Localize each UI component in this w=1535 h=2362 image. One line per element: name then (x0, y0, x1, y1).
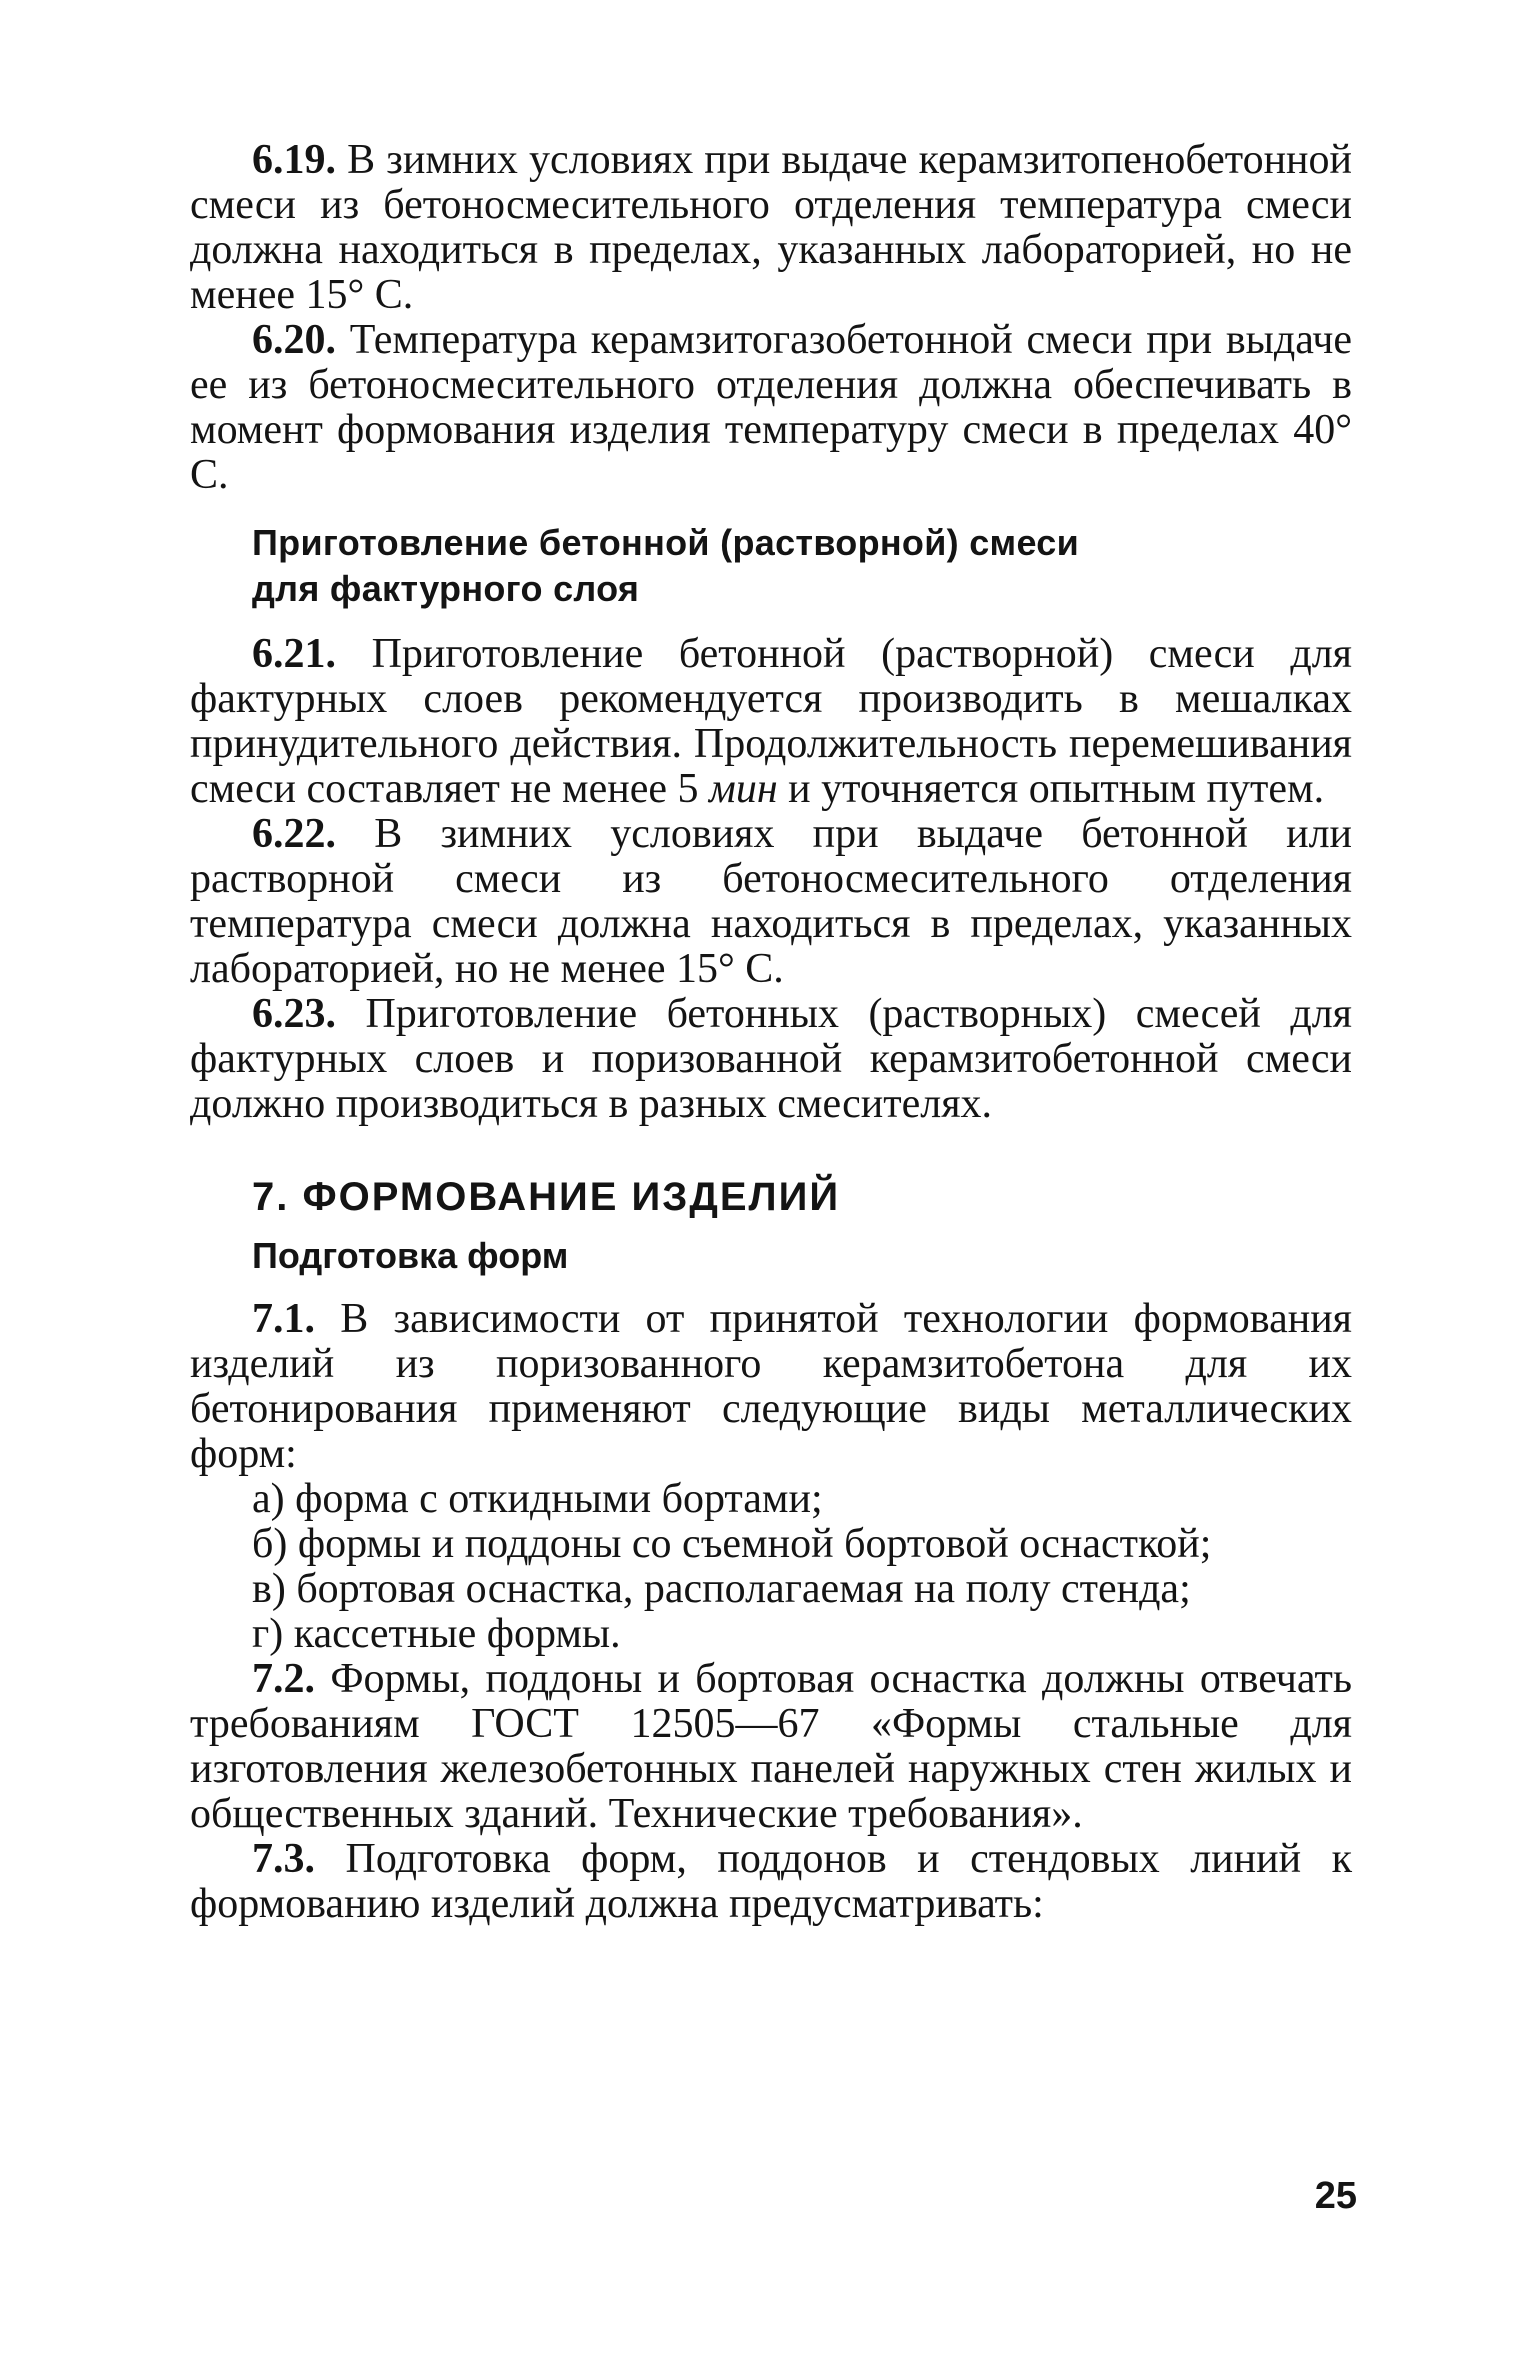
clause-text: Формы, поддоны и бортовая оснастка должны отвечать требованиям ГОСТ 12505—67 «Формы стальные для изготовления железобетонных панелей наружных стен жилых и общественных зданий. Технические требования». (190, 1656, 1352, 1837)
list-item: б) формы и поддоны со съемной бортовой оснасткой; (252, 1521, 1212, 1567)
clause-text-end: и уточняется опытным путем. (777, 766, 1325, 812)
clause-text: В зависимости от принятой технологии формования изделий из поризованного керамзитобетона для их бетонирования применяют следующие виды металлических форм: (190, 1296, 1352, 1477)
paragraph-6-20 (190, 318, 1352, 498)
paragraph-6-23 (190, 992, 1352, 1127)
clause-number: 6.22. (252, 811, 336, 857)
clause-number: 6.19. (252, 137, 336, 183)
clause-number: 6.20. (252, 317, 336, 363)
paragraph-7-1 (190, 1297, 1352, 1477)
list-item: а) форма с откидными бортами; (252, 1476, 823, 1522)
clause-text: Подготовка форм, поддонов и стендовых линий к формованию изделий должна предусматривать: (190, 1836, 1352, 1927)
clause-number: 6.23. (252, 991, 336, 1037)
subheading-line-1: Приготовление бетонной (растворной) смеси (252, 522, 1080, 563)
unit-minutes: мин (709, 766, 778, 812)
clause-text: В зимних условиях при выдаче керамзитопенобетонной смеси из бетоносмесительного отделения температура смеси должна находиться в пределах, указанных лабораторией, но не менее 15° С. (190, 137, 1353, 318)
list-item: г) кассетные формы. (252, 1611, 621, 1657)
page-number: 25 (1314, 2175, 1357, 2217)
paragraph-7-2 (190, 1657, 1352, 1837)
document-page (190, 138, 1352, 1927)
clause-text: Температура керамзитогазобетонной смеси при выдаче ее из бетоносмесительного отделения должна обеспечивать в момент формования изделия температуру смеси в пределах 40° С. (190, 317, 1352, 498)
clause-number: 6.21. (252, 631, 336, 677)
section-title: 7. ФОРМОВАНИЕ ИЗДЕЛИЙ (252, 1175, 841, 1219)
clause-number: 7.3. (252, 1836, 315, 1882)
clause-text: В зимних условиях при выдаче бетонной или растворной смеси из бетоносмесительного отделения температура смеси должна находиться в пределах, указанных лабораторией, но не менее 15° С. (190, 811, 1352, 992)
clause-text: Приготовление бетонной (растворной) смеси для фактурных слоев рекомендуется производить в мешалках принудительного действия. Продолжительность перемешивания смеси составляет не менее 5 (190, 631, 1352, 812)
clause-text: Приготовление бетонных (растворных) смесей для фактурных слоев и поризованной керамзитобетонной смеси должно производиться в разных смесителях. (190, 991, 1352, 1127)
paragraph-6-22 (190, 812, 1352, 992)
list-item: в) бортовая оснастка, располагаемая на полу стенда; (252, 1566, 1191, 1612)
subheading-facing-layer-mix (252, 520, 1352, 612)
paragraph-6-19 (190, 138, 1352, 318)
paragraph-6-21 (190, 632, 1352, 812)
clause-number: 7.1. (252, 1296, 315, 1342)
subheading-line-2: для фактурного слоя (252, 568, 640, 609)
section-subtitle: Подготовка форм (252, 1235, 569, 1276)
paragraph-7-3 (190, 1837, 1352, 1927)
clause-number: 7.2. (252, 1656, 315, 1702)
